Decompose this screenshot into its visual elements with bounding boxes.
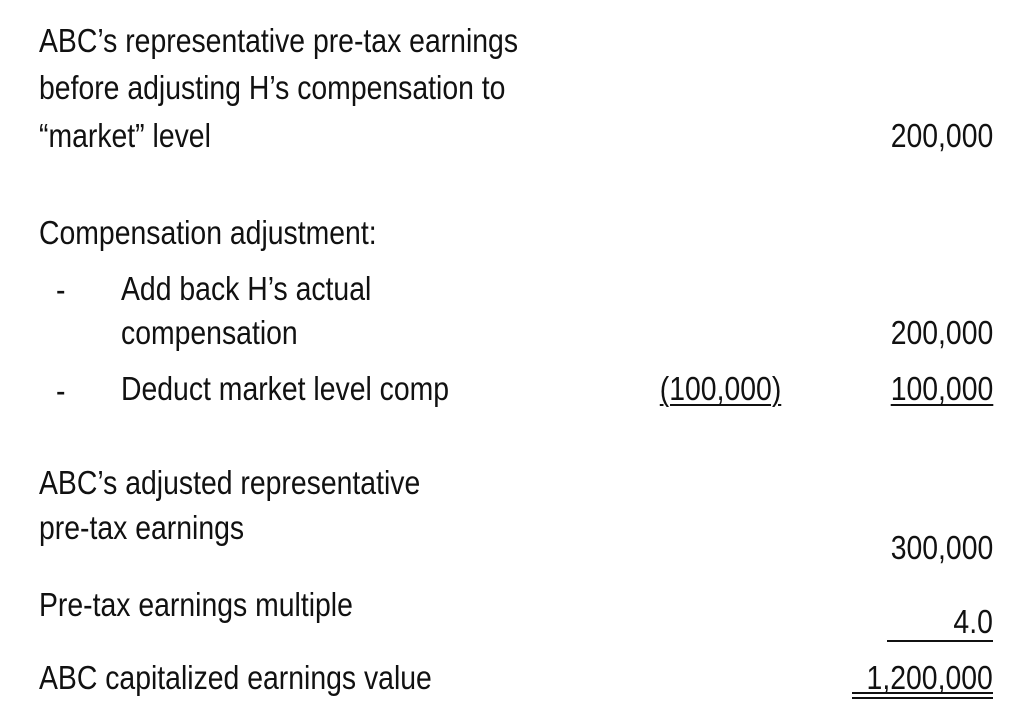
representative-earnings-label-line3: “market” level [39, 117, 211, 154]
add-back-value: 200,000 [890, 314, 993, 351]
representative-earnings-label-line2: before adjusting H’s compensation to [39, 69, 506, 106]
total-double-underline-top [852, 692, 993, 694]
bullet-dash: - [56, 372, 66, 409]
compensation-adjustment-heading: Compensation adjustment: [39, 214, 377, 251]
deduct-market-comp-label: Deduct market level comp [121, 370, 450, 407]
net-adjustment-value: 100,000 [890, 370, 993, 407]
representative-earnings-label-line1: ABC’s representative pre-tax earnings [39, 22, 519, 59]
add-back-label-line1: Add back H’s actual [121, 270, 372, 307]
capitalized-value: 1,200,000 [866, 659, 993, 696]
adjusted-earnings-value: 300,000 [890, 529, 993, 566]
total-double-underline-bottom [852, 697, 993, 699]
capitalized-value-label: ABC capitalized earnings value [39, 659, 432, 696]
add-back-label-line2: compensation [121, 314, 298, 351]
earnings-multiple-value: 4.0 [953, 603, 993, 640]
deduct-market-comp-subvalue: (100,000) [659, 370, 781, 407]
multiple-underline [887, 640, 993, 642]
adjusted-earnings-label-line1: ABC’s adjusted representative [39, 464, 421, 501]
bullet-dash: - [56, 271, 66, 308]
adjusted-earnings-label-line2: pre-tax earnings [39, 509, 245, 546]
earnings-multiple-label: Pre-tax earnings multiple [39, 586, 353, 623]
representative-earnings-value: 200,000 [890, 117, 993, 154]
